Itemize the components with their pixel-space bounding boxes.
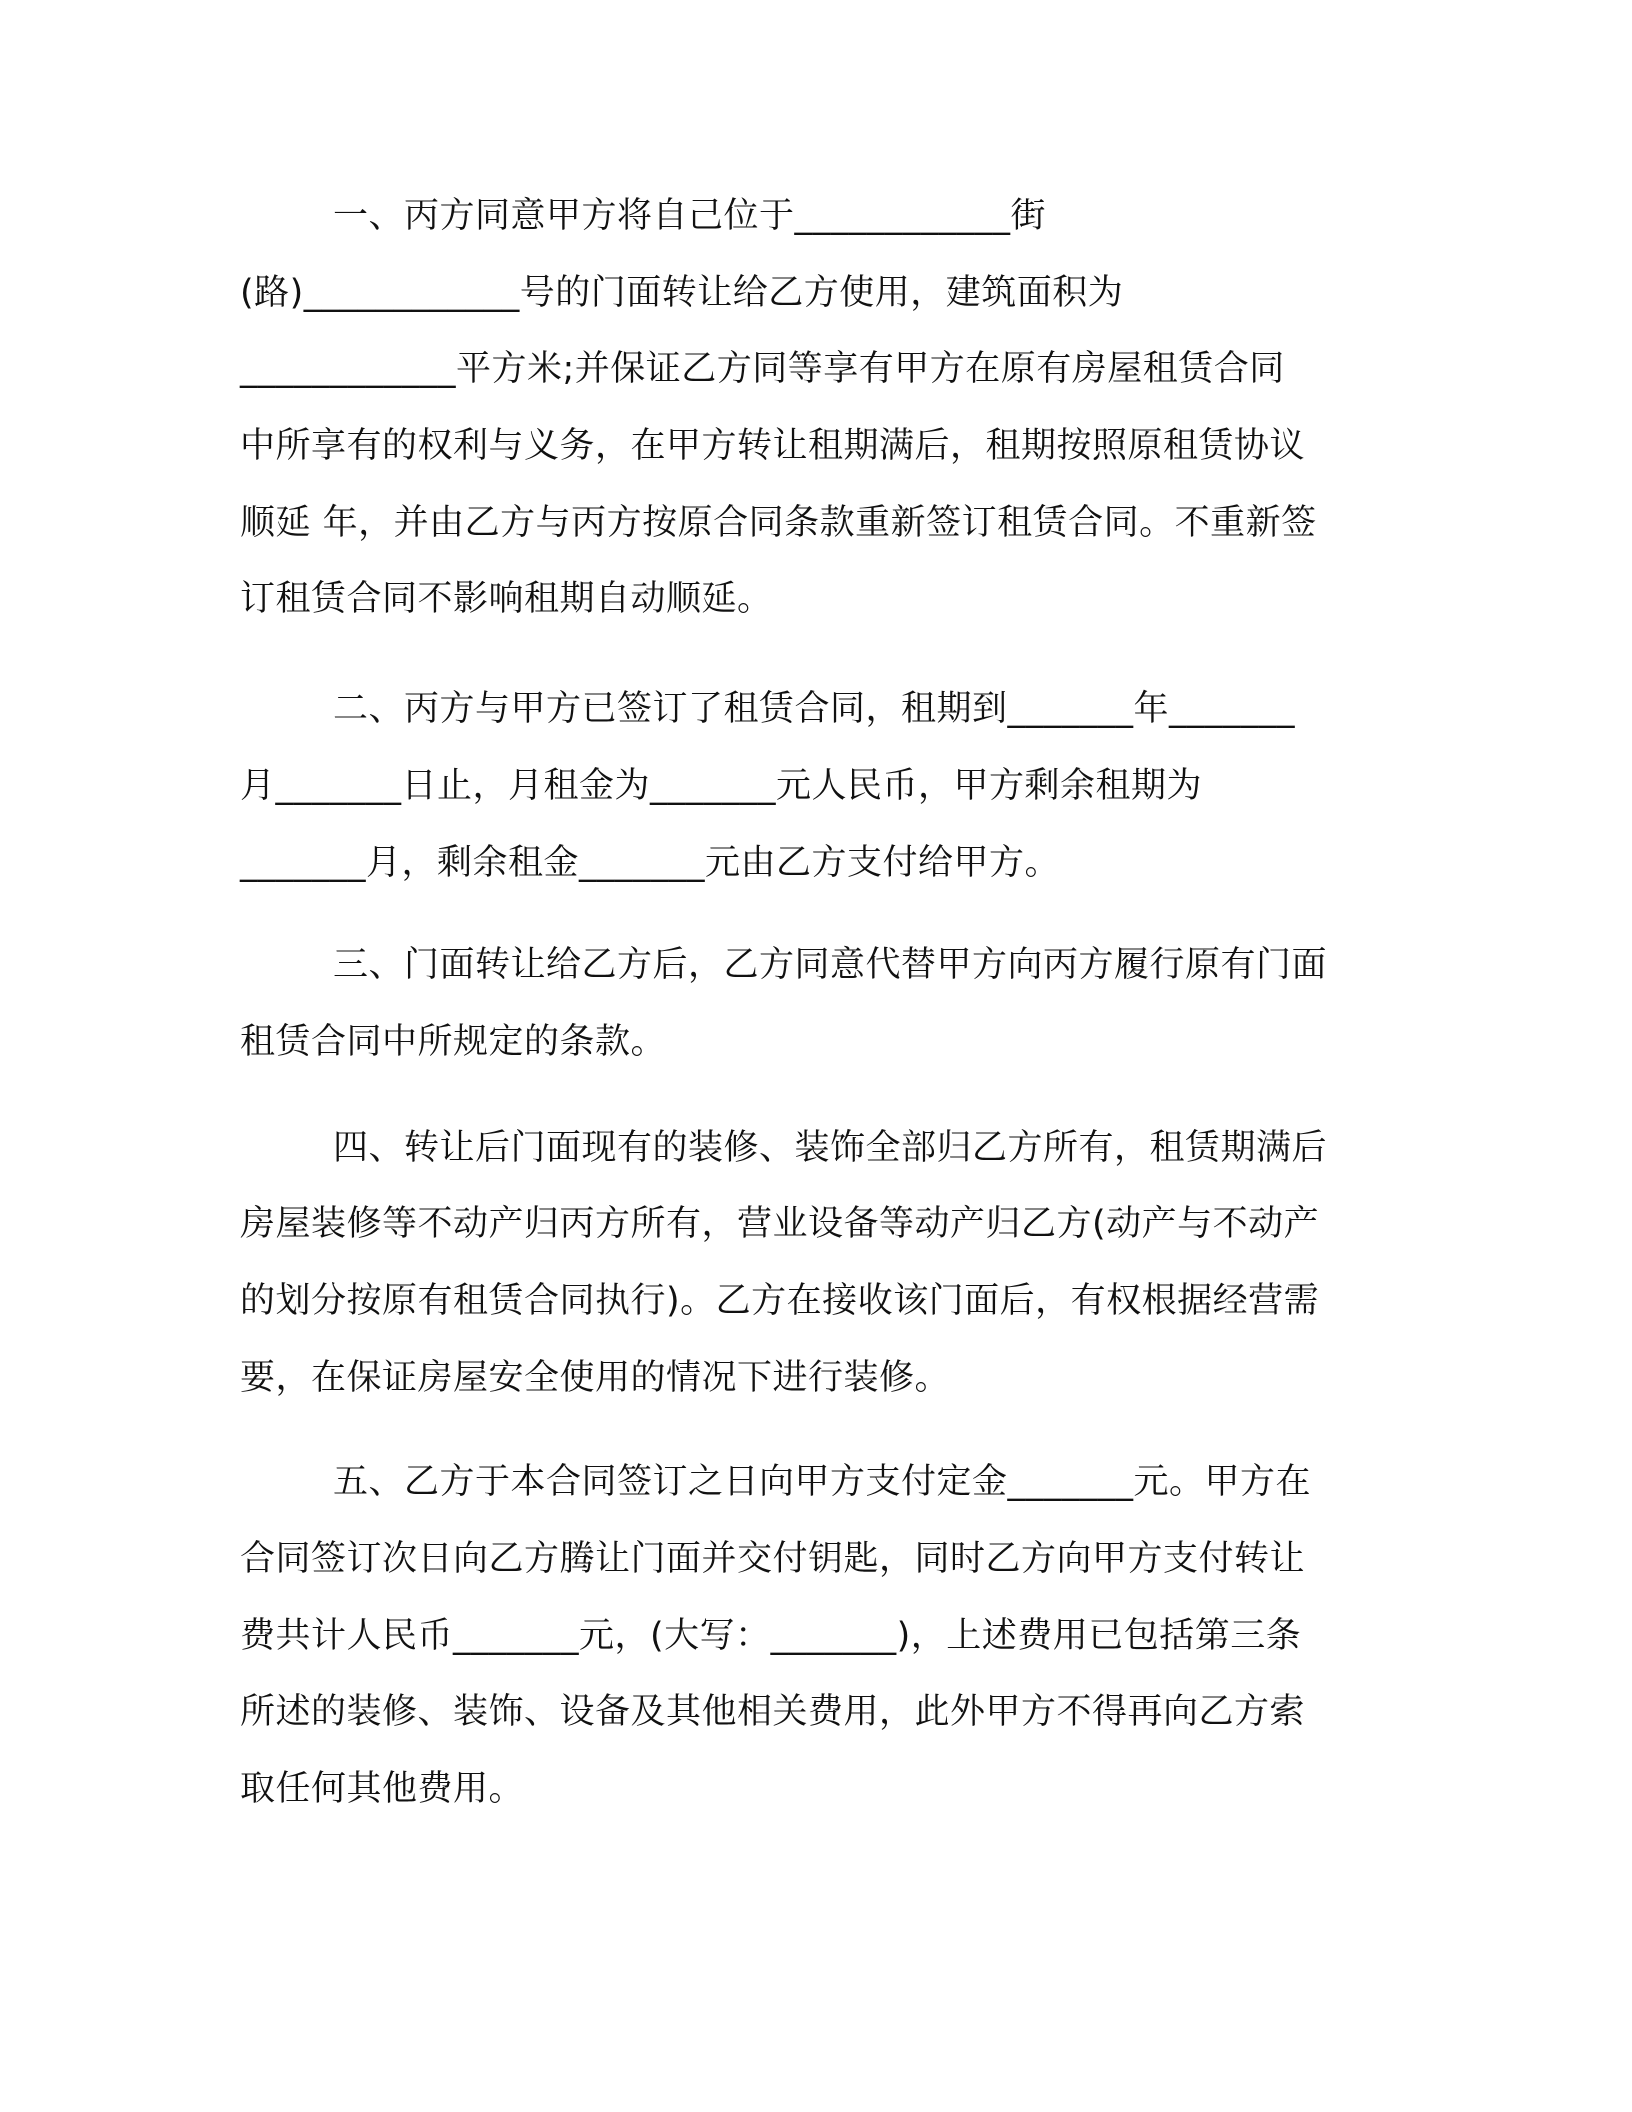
text-line: (路)____________号的门面转让给乙方使用，建筑面积为 bbox=[240, 272, 1124, 313]
clause-5 bbox=[240, 1444, 1380, 1827]
text-line: 取任何其他费用。 bbox=[240, 1769, 525, 1810]
text-line: 合同签订次日向乙方腾让门面并交付钥匙，同时乙方向甲方支付转让 bbox=[240, 1539, 1306, 1579]
text-line: 五、乙方于本合同签订之日向甲方支付定金_______元。甲方在 bbox=[333, 1462, 1312, 1503]
text-line: 租赁合同中所规定的条款。 bbox=[240, 1021, 667, 1062]
document-page bbox=[240, 178, 1380, 1828]
text-line: 所述的装修、装饰、设备及其他相关费用，此外甲方不得再向乙方索 bbox=[240, 1692, 1306, 1733]
text-line: 要，在保证房屋安全使用的情况下进行装修。 bbox=[240, 1357, 951, 1398]
text-line: ____________平方米;并保证乙方同等享有甲方在原有房屋租赁合同 bbox=[240, 349, 1285, 390]
text-line: 二、丙方与甲方已签订了租赁合同，租期到_______年_______ bbox=[333, 689, 1296, 730]
text-line: 中所享有的权利与义务，在甲方转让租期满后，租期按照原租赁协议 bbox=[240, 426, 1306, 467]
text-line: 费共计人民币_______元，(大写：_______)，上述费用已包括第三条 bbox=[240, 1615, 1302, 1656]
text-line: 三、门面转让给乙方后，乙方同意代替甲方向丙方履行原有门面 bbox=[333, 945, 1328, 986]
text-line: 四、转让后门面现有的装修、装饰全部归乙方所有，租赁期满后 bbox=[333, 1127, 1328, 1168]
text-line: 的划分按原有租赁合同执行)。乙方在接收该门面后，有权根据经营需 bbox=[240, 1280, 1320, 1321]
text-line: 顺延 年，并由乙方与丙方按原合同条款重新签订租赁合同。不重新签 bbox=[240, 502, 1317, 543]
clause-4 bbox=[240, 1110, 1380, 1417]
clause-3 bbox=[240, 927, 1380, 1080]
clause-1 bbox=[240, 178, 1380, 638]
text-line: 房屋装修等不动产归丙方所有，营业设备等动产归乙方(动产与不动产 bbox=[240, 1204, 1320, 1245]
text-line: 一、丙方同意甲方将自己位于____________街 bbox=[333, 196, 1047, 236]
text-line: _______月，剩余租金_______元由乙方支付给甲方。 bbox=[240, 842, 1061, 883]
text-line: 订租赁合同不影响租期自动顺延。 bbox=[240, 579, 773, 620]
clause-2 bbox=[240, 671, 1380, 901]
text-line: 月_______日止，月租金为_______元人民币，甲方剩余租期为 bbox=[240, 765, 1203, 806]
